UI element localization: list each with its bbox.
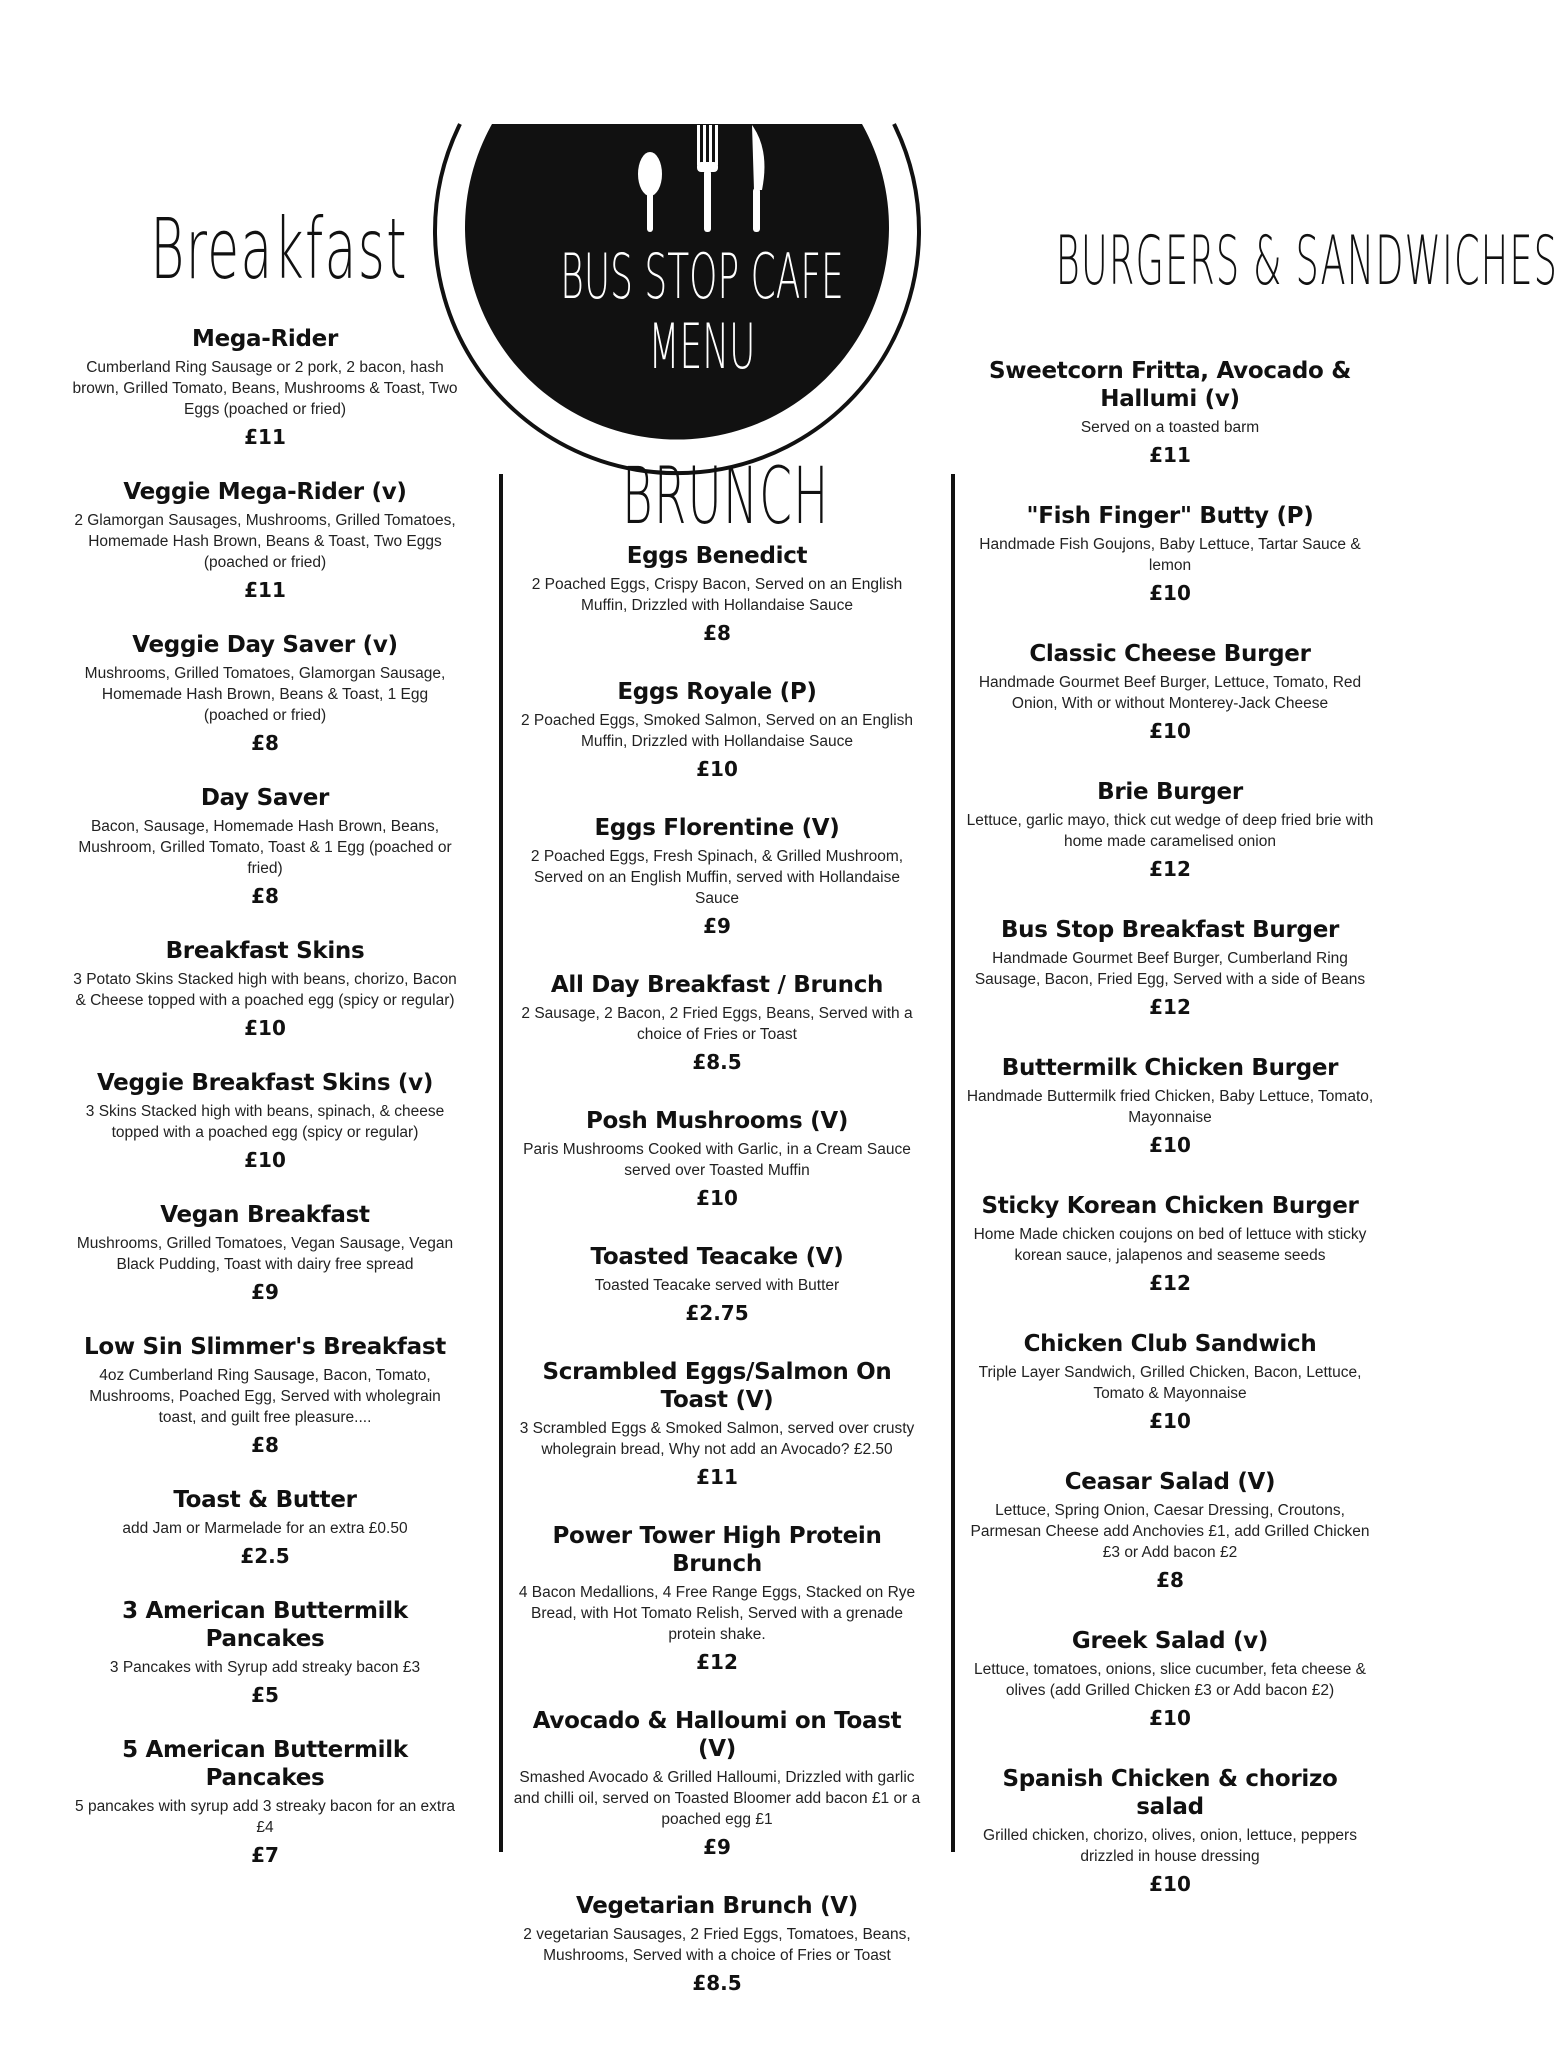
menu-item: [965, 1054, 1375, 1158]
menu-item-name: All Day Breakfast / Brunch: [550, 972, 884, 998]
menu-item-description: 2 Glamorgan Sausages, Mushrooms, Grilled Tomatoes, Homemade Hash Brown, Beans & Toast, Two Eggs (poached or fried): [74, 512, 456, 571]
menu-item: [512, 1892, 922, 1996]
menu-item-description: 3 Pancakes with Syrup add streaky bacon £3: [109, 1659, 421, 1676]
menu-item-description: 3 Skins Stacked high with beans, spinach, & cheese topped with a poached egg (spicy or regular): [85, 1103, 445, 1141]
menu-item-name: Breakfast Skins: [165, 938, 365, 964]
menu-item: [70, 937, 460, 1041]
menu-item-price: £10: [244, 1148, 286, 1172]
menu-item-description: 4 Bacon Medallions, 4 Free Range Eggs, Stacked on Rye Bread, with Hot Tomato Relish, Served with a grenade protein shake.: [518, 1584, 916, 1643]
brunch-heading: BRUNCH: [622, 452, 830, 542]
menu-item-name: Power Tower High Protein Brunch: [552, 1523, 882, 1577]
menu-item-description: 3 Scrambled Eggs & Smoked Salmon, served over crusty wholegrain bread, Why not add an Avocado? £2.50: [519, 1420, 915, 1458]
menu-item-name: Veggie Breakfast Skins (v): [96, 1070, 434, 1096]
menu-item-description: add Jam or Marmelade for an extra £0.50: [122, 1520, 408, 1537]
menu-item-name: Eggs Benedict: [626, 543, 808, 569]
menu-item-name: Veggie Day Saver (v): [132, 632, 398, 658]
menu-item: [512, 1107, 922, 1211]
menu-item: [70, 1333, 460, 1458]
menu-item-price: £12: [696, 1650, 738, 1674]
brunch-column: [512, 542, 922, 2028]
menu-item-price: £10: [1149, 1706, 1191, 1730]
menu-item: [70, 478, 460, 603]
menu-item-price: £2.5: [240, 1544, 290, 1568]
menu-item-name: Greek Salad (v): [1071, 1628, 1269, 1654]
menu-item: [512, 678, 922, 782]
menu-item-price: £9: [251, 1280, 279, 1304]
menu-item: [965, 778, 1375, 882]
menu-item-name: Vegetarian Brunch (V): [575, 1893, 858, 1919]
menu-item: [965, 1627, 1375, 1731]
menu-item-description: Toasted Teacake served with Butter: [594, 1277, 840, 1294]
menu-item-description: 3 Potato Skins Stacked high with beans, chorizo, Bacon & Cheese topped with a poached egg (spicy or regular): [73, 971, 457, 1009]
menu-item-price: £2.75: [685, 1301, 749, 1325]
menu-item: [512, 1707, 922, 1860]
menu-item: [965, 916, 1375, 1020]
menu-item-description: Handmade Gourmet Beef Burger, Lettuce, Tomato, Red Onion, With or without Monterey-Jack Cheese: [978, 674, 1362, 712]
menu-item-name: Posh Mushrooms (V): [585, 1108, 849, 1134]
menu-item-description: Handmade Gourmet Beef Burger, Cumberland Ring Sausage, Bacon, Fried Egg, Served with a side of Beans: [974, 950, 1366, 988]
menu-item: [70, 1201, 460, 1305]
menu-item-description: 2 Sausage, 2 Bacon, 2 Fried Eggs, Beans, Served with a choice of Fries or Toast: [521, 1005, 913, 1043]
menu-item-description: Mushrooms, Grilled Tomatoes, Vegan Sausage, Vegan Black Pudding, Toast with dairy free spread: [76, 1235, 454, 1273]
menu-item: [70, 631, 460, 756]
menu-item-price: £8: [703, 621, 731, 645]
menu-item-description: Mushrooms, Grilled Tomatoes, Glamorgan Sausage, Homemade Hash Brown, Beans & Toast, 1 Egg (poached or fried): [84, 665, 446, 724]
menu-item-name: Veggie Mega-Rider (v): [123, 479, 407, 505]
menu-item-name: 5 American Buttermilk Pancakes: [122, 1737, 408, 1791]
menu-item-price: £11: [1149, 443, 1191, 467]
menu-item-price: £10: [1149, 1872, 1191, 1896]
menu-item-description: 2 Poached Eggs, Crispy Bacon, Served on an English Muffin, Drizzled with Hollandaise Sauce: [531, 576, 903, 614]
menu-item-name: Spanish Chicken & chorizo salad: [1002, 1766, 1338, 1820]
logo-subtitle: MENU: [648, 310, 756, 383]
menu-item: [70, 1069, 460, 1173]
menu-item-price: £10: [696, 1186, 738, 1210]
burgers-column: [965, 357, 1375, 1931]
menu-item-name: Vegan Breakfast: [160, 1202, 370, 1228]
menu-item-name: Brie Burger: [1097, 779, 1243, 805]
menu-item-description: Smashed Avocado & Grilled Halloumi, Drizzled with garlic and chilli oil, served on Toasted Bloomer add bacon £1 or a poached egg £1: [513, 1769, 921, 1828]
menu-item-price: £11: [244, 425, 286, 449]
menu-item-price: £12: [1149, 1271, 1191, 1295]
menu-item-name: 3 American Buttermilk Pancakes: [122, 1598, 408, 1652]
menu-item-price: £10: [244, 1016, 286, 1040]
menu-item-price: £8: [1156, 1568, 1184, 1592]
menu-item-description: Paris Mushrooms Cooked with Garlic, in a Cream Sauce served over Toasted Muffin: [523, 1141, 911, 1179]
menu-item-price: £11: [244, 578, 286, 602]
menu-item: [965, 1765, 1375, 1897]
column-divider: [499, 474, 503, 1852]
menu-item-price: £8: [251, 884, 279, 908]
menu-item-description: Lettuce, garlic mayo, thick cut wedge of deep fried brie with home made caramelised onion: [966, 812, 1374, 850]
menu-item-price: £10: [696, 757, 738, 781]
menu-item: [512, 542, 922, 646]
menu-item-price: £8: [251, 1433, 279, 1457]
menu-item-price: £12: [1149, 857, 1191, 881]
menu-item-description: Handmade Buttermilk fried Chicken, Baby Lettuce, Tomato, Mayonnaise: [966, 1088, 1374, 1126]
menu-item: [512, 1243, 922, 1326]
menu-item-price: £7: [251, 1843, 279, 1867]
menu-item-name: Eggs Royale (P): [617, 679, 817, 705]
menu-item: [512, 971, 922, 1075]
menu-item-name: "Fish Finger" Butty (P): [1026, 503, 1314, 529]
menu-item-price: £9: [703, 1835, 731, 1859]
menu-item-name: Sweetcorn Fritta, Avocado & Hallumi (v): [988, 358, 1352, 412]
menu-item-name: Day Saver: [200, 785, 330, 811]
menu-item: [512, 1522, 922, 1675]
menu-item-name: Scrambled Eggs/Salmon On Toast (V): [542, 1359, 892, 1413]
menu-item: [512, 814, 922, 939]
breakfast-column: [70, 325, 460, 1896]
menu-item-description: Cumberland Ring Sausage or 2 pork, 2 bacon, hash brown, Grilled Tomato, Beans, Mushrooms & Toast, Two Eggs (poached or fried): [72, 359, 458, 418]
menu-item-price: £10: [1149, 1133, 1191, 1157]
cafe-logo: [452, 0, 952, 450]
menu-item-description: Lettuce, tomatoes, onions, slice cucumber, feta cheese & olives (add Grilled Chicken £3 or Add bacon £2): [973, 1661, 1367, 1699]
menu-item-description: Served on a toasted barm: [1080, 419, 1260, 436]
menu-item-price: £9: [703, 914, 731, 938]
menu-item-price: £12: [1149, 995, 1191, 1019]
menu-item: [965, 1192, 1375, 1296]
menu-item-description: 2 Poached Eggs, Fresh Spinach, & Grilled Mushroom, Served on an English Muffin, served with Hollandaise Sauce: [530, 848, 904, 907]
menu-item-description: Lettuce, Spring Onion, Caesar Dressing, Croutons, Parmesan Cheese add Anchovies £1, add Grilled Chicken £3 or Add bacon £2: [970, 1502, 1370, 1561]
menu-item: [70, 1486, 460, 1569]
menu-item-name: Low Sin Slimmer's Breakfast: [84, 1334, 446, 1360]
menu-item-name: Bus Stop Breakfast Burger: [1000, 917, 1340, 943]
menu-item: [965, 640, 1375, 744]
menu-item: [70, 1736, 460, 1868]
menu-item-description: Triple Layer Sandwich, Grilled Chicken, Bacon, Lettuce, Tomato & Mayonnaise: [978, 1364, 1362, 1402]
menu-item-description: 2 vegetarian Sausages, 2 Fried Eggs, Tomatoes, Beans, Mushrooms, Served with a choice of Fries or Toast: [523, 1926, 911, 1964]
menu-item-description: 2 Poached Eggs, Smoked Salmon, Served on an English Muffin, Drizzled with Hollandaise Sauce: [520, 712, 914, 750]
menu-item-name: Toasted Teacake (V): [590, 1244, 844, 1270]
menu-item-name: Mega-Rider: [191, 326, 339, 352]
menu-item-price: £10: [1149, 1409, 1191, 1433]
menu-item-description: Home Made chicken coujons on bed of lettuce with sticky korean sauce, jalapenos and seaseme seeds: [973, 1226, 1367, 1264]
menu-item-price: £8.5: [692, 1050, 742, 1074]
menu-item-description: 5 pancakes with syrup add 3 streaky bacon for an extra £4: [75, 1798, 455, 1836]
breakfast-heading: Breakfast: [150, 200, 408, 298]
burgers-heading: BURGERS & SANDWICHES: [1055, 222, 1558, 301]
menu-item-description: Bacon, Sausage, Homemade Hash Brown, Beans, Mushroom, Grilled Tomato, Toast & 1 Egg (poached or fried): [78, 818, 452, 877]
menu-item: [965, 1468, 1375, 1593]
menu-item-price: £8.5: [692, 1971, 742, 1995]
menu-item-price: £10: [1149, 719, 1191, 743]
menu-item-name: Eggs Florentine (V): [594, 815, 840, 841]
menu-item: [70, 1597, 460, 1708]
menu-item: [70, 325, 460, 450]
menu-item-name: Toast & Butter: [173, 1487, 357, 1513]
menu-item: [512, 1358, 922, 1490]
logo-title: BUS STOP CAFE: [560, 240, 844, 313]
menu-item-price: £10: [1149, 581, 1191, 605]
menu-item-name: Classic Cheese Burger: [1029, 641, 1311, 667]
menu-item: [965, 502, 1375, 606]
menu-item: [965, 357, 1375, 468]
menu-item-description: Handmade Fish Goujons, Baby Lettuce, Tartar Sauce & lemon: [979, 536, 1361, 574]
column-divider: [951, 474, 955, 1852]
menu-item-price: £8: [251, 731, 279, 755]
menu-item-description: Grilled chicken, chorizo, olives, onion, lettuce, peppers drizzled in house dressing: [983, 1827, 1357, 1865]
menu-item-name: Sticky Korean Chicken Burger: [981, 1193, 1359, 1219]
menu-item: [70, 784, 460, 909]
menu-item-price: £5: [251, 1683, 279, 1707]
menu-item: [965, 1330, 1375, 1434]
menu-item-name: Avocado & Halloumi on Toast (V): [532, 1708, 902, 1762]
menu-item-name: Chicken Club Sandwich: [1023, 1331, 1317, 1357]
menu-item-name: Buttermilk Chicken Burger: [1001, 1055, 1339, 1081]
menu-item-name: Ceasar Salad (V): [1064, 1469, 1276, 1495]
menu-item-description: 4oz Cumberland Ring Sausage, Bacon, Tomato, Mushrooms, Poached Egg, Served with wholegrain toast, and guilt free pleasure....: [89, 1367, 441, 1426]
menu-item-price: £11: [696, 1465, 738, 1489]
